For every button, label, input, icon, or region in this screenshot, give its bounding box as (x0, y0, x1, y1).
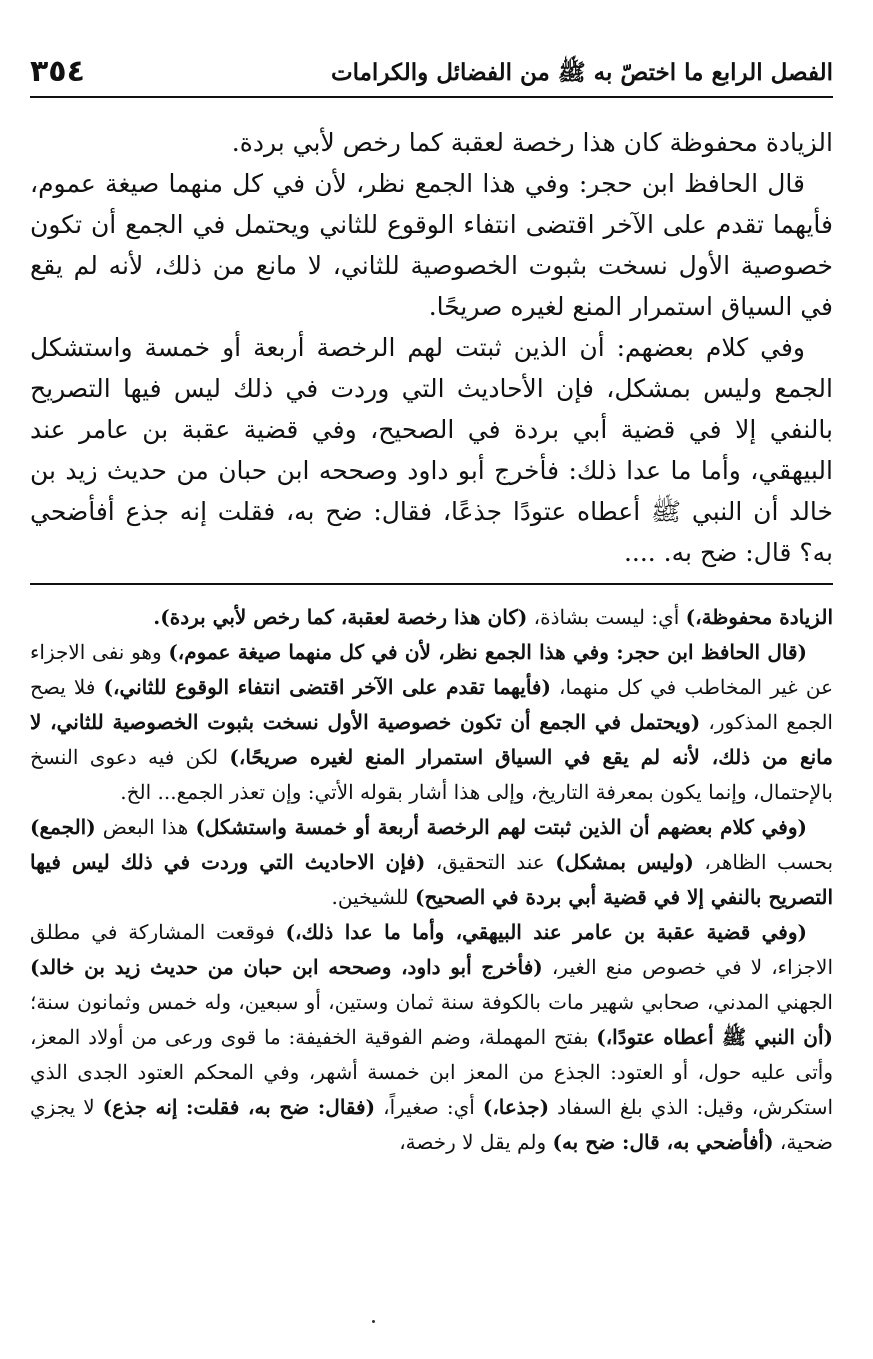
quoted-main-text: (وفي كلام بعضهم أن الذين ثبتت لهم الرخصة أربعة أو خمسة واستشكل) (195, 815, 807, 839)
quoted-main-text: (فأخرج أبو داود، وصححه ابن حبان من حديث زيد بن خالد) (30, 955, 543, 979)
quoted-main-text: (وليس بمشكل) (555, 850, 694, 874)
commentary-paragraph (30, 810, 833, 915)
quoted-main-text: (قال الحافظ ابن حجر: وفي هذا الجمع نظر، لأن في كل منهما صيغة عموم،) (168, 640, 807, 664)
commentary-paragraph (30, 915, 833, 1160)
commentary-gloss: بفتح المهملة، وضم الفوقية الخفيفة: ما قوى ورعى من أولاد المعز، وأتى عليه حول، أو العتود: الجذع من المعز ابن خمسة أشهر، وفي المحكم العتود الجدى الذي استكرش، وقيل: الذي بلغ السفاد (30, 1025, 834, 1119)
main-text-paragraph: الزيادة محفوظة كان هذا رخصة لعقبة كما رخص لأبي بردة. (231, 128, 833, 157)
commentary-divider (30, 583, 833, 585)
commentary-paragraph (30, 635, 833, 810)
page-header (30, 52, 833, 92)
commentary-gloss: بحسب الظاهر، (693, 850, 834, 874)
quoted-main-text: (فإن الاحاديث التي وردت في ذلك ليس فيها التصريح بالنفي إلا في قضية أبي بردة في الصحيح) (30, 850, 833, 909)
quoted-main-text: (أفأضحي به، قال: ضح به) (552, 1130, 774, 1154)
commentary-gloss: وهو نفى الاجزاء عن غير المخاطب في كل منهما، (30, 640, 834, 699)
commentary-gloss: ولم يقل لا رخصة، (399, 1130, 553, 1154)
chapter-running-title: الفصل الرابع ما اختصّ به ﷺ من الفضائل والكرامات (330, 59, 833, 86)
commentary-gloss: أي: ليست بشاذة، (527, 605, 686, 629)
quoted-main-text: (فقال: ضح به، فقلت: إنه جذع) (102, 1095, 376, 1119)
quoted-main-text: (كان هذا رخصة لعقبة، كما رخص لأبي بردة). (153, 605, 528, 629)
commentary-gloss: للشيخين. (331, 885, 415, 909)
commentary-gloss: أي: صغيراً، (375, 1095, 483, 1119)
commentary-gloss: الجهني المدني، صحابي شهير مات بالكوفة سنة ثمان وستين، أو سبعين، وله خمس وثمانون سنة؛ (30, 990, 833, 1014)
quoted-main-text: (فأيهما تقدم على الآخر اقتضى انتفاء الوقوع للثاني،) (103, 675, 551, 699)
commentary-paragraph (30, 600, 833, 635)
commentary-gloss: فلا يصح الجمع المذكور، (30, 675, 833, 734)
main-text-paragraph: وفي كلام بعضهم: أن الذين ثبتت لهم الرخصة أربعة أو خمسة واستشكل الجمع وليس بمشكل، فإن الأحاديث التي وردت في ذلك ليس فيها التصريح بالنفي إلا في قضية أبي بردة في الصحيح، وفي قضية عقبة بن عامر عند البيهقي، وأما ما عدا ذلك: فأخرج أبو داود وصححه ابن حبان من حديث زيد بن خالد أن النبي ﷺ أعطاه عتودًا جذعًا، فقال: ضح به، فقلت إنه جذع أفأضحي به؟ قال: ضح به. .... (30, 333, 833, 567)
quoted-main-text: (أن النبي ﷺ أعطاه عتودًا،) (596, 1025, 833, 1049)
main-text-paragraph: قال الحافظ ابن حجر: وفي هذا الجمع نظر، لأن في كل منهما صيغة عموم، فأيهما تقدم على الآخر اقتضى انتفاء الوقوع للثاني ويحتمل في الجمع أن تكون خصوصية الأول نسخت بثبوت الخصوصية للثاني، لا مانع من ذلك، لأنه لم يقع في السياق استمرار المنع لغيره صريحًا. (30, 169, 833, 321)
main-text (30, 122, 833, 573)
quoted-main-text: (جذعا،) (482, 1095, 550, 1119)
quoted-main-text: (وفي قضية عقبة بن عامر عند البيهقي، وأما ما عدا ذلك،) (285, 920, 807, 944)
print-speck (372, 1320, 375, 1323)
commentary-gloss: لكن فيه دعوى النسخ بالإحتمال، وإنما يكون بمعرفة التاريخ، وإلى هذا أشار بقوله الأتي: وإن تعذر الجمع... الخ. (30, 745, 833, 804)
commentary-gloss: لا يجزي ضحية، (30, 1095, 833, 1154)
commentary-gloss: هذا البعض (95, 815, 196, 839)
quoted-main-text: الزيادة محفوظة،) (685, 605, 833, 629)
quoted-main-text: (الجمع) (30, 815, 96, 839)
commentary-text (30, 600, 833, 1160)
page-number: ٣٥٤ (30, 54, 85, 89)
header-divider (30, 96, 833, 98)
commentary-gloss: عند التحقيق، (425, 850, 556, 874)
quoted-main-text: (ويحتمل في الجمع أن تكون خصوصية الأول نسخت بثبوت الخصوصية للثاني، لا مانع من ذلك، لأنه لم يقع في السياق استمرار المنع لغيره صريحًا،) (30, 710, 833, 769)
commentary-gloss: فوقعت المشاركة في مطلق الاجزاء، لا في خصوص منع الغير، (30, 920, 833, 979)
